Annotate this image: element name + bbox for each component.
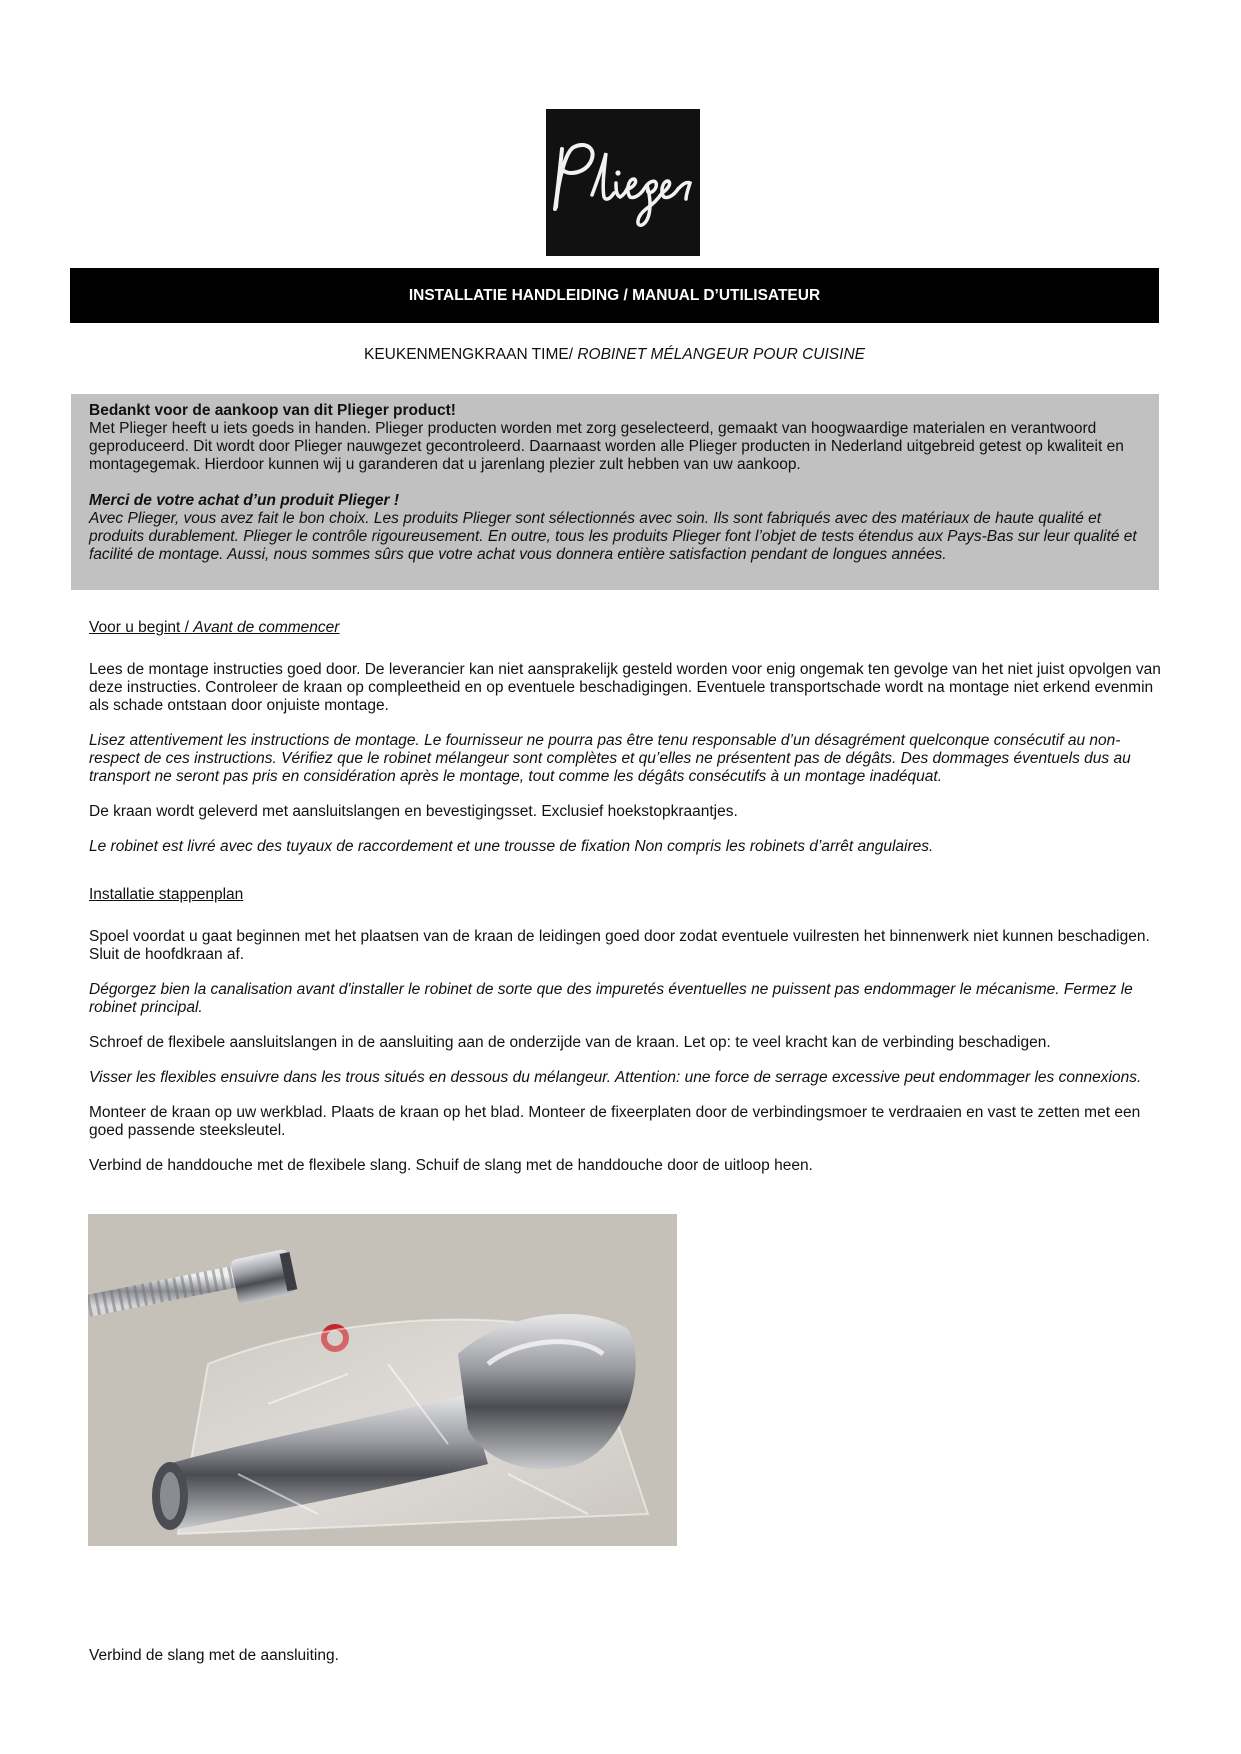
step-3-nl: Monteer de kraan op uw werkblad. Plaats de kraan op het blad. Monteer de fixeerplaten door de verbindingsmoer te verdraaien en vast te zetten met een goed passende steeksleutel. bbox=[89, 1104, 1141, 1139]
instructions-content bbox=[89, 619, 1161, 1192]
step-2-nl: Schroef de flexibele aansluitslangen in de aansluiting aan de onderzijde van de kraan. Let op: te veel kracht kan de verbinding beschadigen. bbox=[89, 1034, 1051, 1051]
step-5-nl: Verbind de slang met de aansluiting. bbox=[89, 1647, 339, 1664]
intro-heading-nl: Bedankt voor de aankoop van dit Plieger product! bbox=[89, 402, 456, 419]
step-1-nl: Spoel voordat u gaat beginnen met het plaatsen van de kraan de leidingen goed door zodat eventuele vuilresten het binnenwerk niet kunnen beschadigen. Sluit de hoofdkraan af. bbox=[89, 928, 1150, 963]
subtitle-fr: ROBINET MÉLANGEUR POUR CUISINE bbox=[573, 346, 865, 363]
intro-text-nl: Met Plieger heeft u iets goeds in handen. Plieger producten worden met zorg geselecteerd, gemaakt van hoogwaardige materialen en verantwoord geproduceerd. Dit wordt door Plieger nauwgezet gecontroleerd. Daarnaast worden alle Plieger producten in Nederland uitgebreid getest op kwaliteit en montagegemak. Hierdoor kunnen wij u garanderen dat u jarenlang plezier zult hebben van uw aankoop. bbox=[89, 420, 1124, 473]
manual-title-bar bbox=[70, 268, 1159, 323]
before-heading-nl: Voor u begint / bbox=[89, 619, 194, 636]
hand-shower-photo bbox=[88, 1214, 677, 1546]
step-1-fr: Dégorgez bien la canalisation avant d'installer le robinet de sorte que des impuretés éventuelles ne puissent pas endommager le mécanisme. Fermez le robinet principal. bbox=[89, 981, 1133, 1016]
delivery-note-fr: Le robinet est livré avec des tuyaux de raccordement et une trousse de fixation Non compris les robinets d’arrêt angulaires. bbox=[89, 838, 934, 855]
plieger-logo bbox=[546, 109, 700, 256]
hand-shower-illustration bbox=[88, 1214, 677, 1546]
step-4-nl: Verbind de handdouche met de flexibele slang. Schuif de slang met de handdouche door de uitloop heen. bbox=[89, 1157, 813, 1174]
before-paragraph-nl: Lees de montage instructies goed door. De leverancier kan niet aansprakelijk gesteld worden voor enig ongemak ten gevolge van het niet juist opvolgen van deze instructies. Controleer de kraan op compleetheid en op eventuele beschadigingen. Eventuele transportschade wordt na montage niet erkend evenmin als schade ontstaan door onjuiste montage. bbox=[89, 661, 1161, 714]
before-paragraph-fr: Lisez attentivement les instructions de montage. Le fournisseur ne pourra pas être tenu responsable d’un désagrément quelconque consécutif au non-respect de ces instructions. Vérifiez que le robinet mélangeur sont complètes et qu’elles ne présentent pas de dégâts. Des dommages éventuels dus au transport ne seront pas pris en considération après le montage, tout comme les dégâts consécutifs à un montage inadéquat. bbox=[89, 732, 1131, 785]
plieger-logo-mark bbox=[546, 109, 700, 256]
product-subtitle bbox=[70, 346, 1159, 364]
manual-title: INSTALLATIE HANDLEIDING / MANUAL D’UTILISATEUR bbox=[408, 286, 821, 304]
subtitle-nl: KEUKENMENGKRAAN TIME/ bbox=[364, 346, 574, 363]
before-heading-fr: Avant de commencer bbox=[193, 619, 340, 636]
section-heading-before bbox=[89, 619, 1161, 637]
intro-text-fr: Avec Plieger, vous avez fait le bon choix. Les produits Plieger sont sélectionnés avec soin. Ils sont fabriqués avec des matériaux de haute qualité et produits durablement. Plieger le contrôle rigoureusement. En outre, tous les produits Plieger font l’objet de tests étendus aux Pays-Bas sur leur qualité et facilité de montage. Aussi, nous sommes sûrs que votre achat vous donnera entière satisfaction pendant de longues années. bbox=[89, 510, 1137, 563]
intro-heading-fr: Merci de votre achat d’un produit Plieger ! bbox=[89, 492, 400, 509]
delivery-note-nl: De kraan wordt geleverd met aansluitslangen en bevestigingsset. Exclusief hoekstopkraantjes. bbox=[89, 803, 738, 820]
section-heading-install: Installatie stappenplan bbox=[89, 886, 244, 903]
intro-box bbox=[71, 394, 1159, 590]
step-2-fr: Visser les flexibles ensuivre dans les trous situés en dessous du mélangeur. Attention: une force de serrage excessive peut endommager les connexions. bbox=[89, 1069, 1142, 1086]
